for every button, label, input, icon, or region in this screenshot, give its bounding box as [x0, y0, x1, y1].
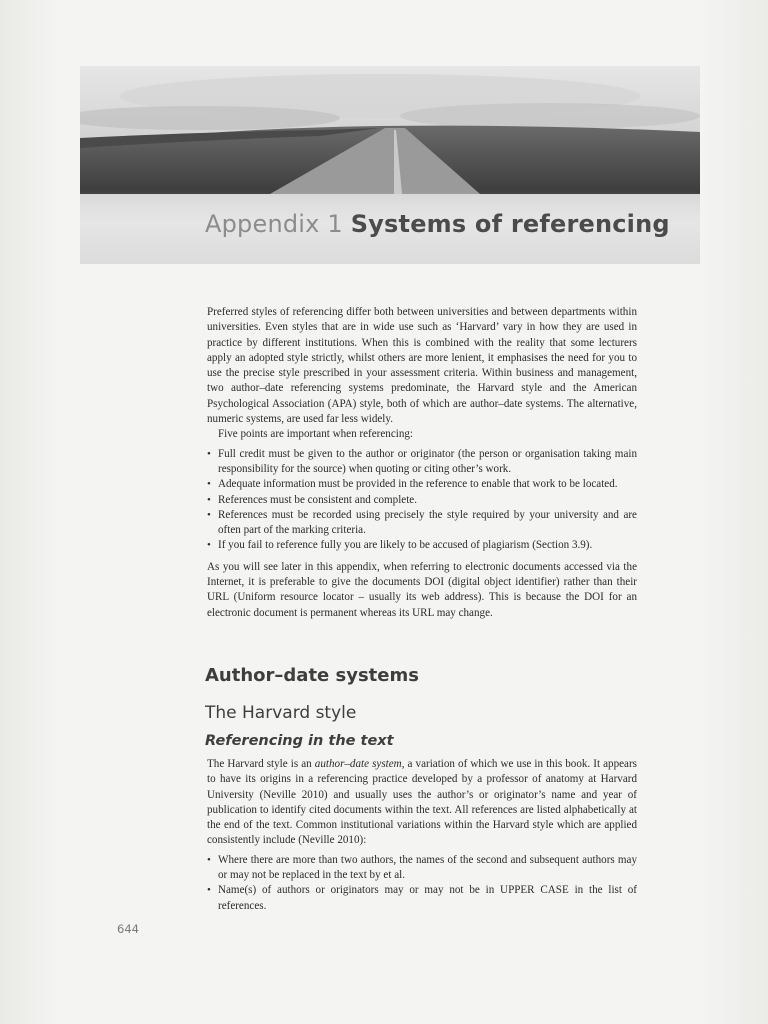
list-item: • References must be consistent and complete. [207, 493, 637, 508]
list-item: • If you fail to reference fully you are likely to be accused of plagiarism (Section 3.9). [207, 538, 637, 553]
list-item: • Name(s) of authors or originators may or may not be in UPPER CASE in the list of references. [207, 883, 637, 914]
subsubsection-heading: Referencing in the text [205, 733, 394, 749]
title-lead: Appendix 1 [205, 210, 343, 238]
list-item: • Adequate information must be provided in the reference to enable that work to be located. [207, 477, 637, 492]
list-item: • Where there are more than two authors, the names of the second and subsequent authors may or may not be replaced in the text by et al. [207, 853, 637, 884]
variations-list [207, 853, 637, 914]
doi-paragraph: As you will see later in this appendix, when referring to electronic documents accessed via the Internet, it is preferable to give the documents DOI (digital object identifier) rather than their URL (Uniform resource locator – usually its web address). This is because the DOI for an electronic document is permanent whereas its URL may change. [207, 560, 637, 619]
intro-paragraph: Preferred styles of referencing differ both between universities and between departments within universities. Even styles that are in wide use such as ‘Harvard’ vary in how they are used in practice by different institutions. When this is combined with the reality that some lecturers apply an adopted style strictly, whilst others are more lenient, it emphasises the need for you to use the precise style prescribed in your assessment criteria. Within business and management, two author–date referencing systems predominate, the Harvard style and the American Psychological Association (APA) style, both of which are author–date systems. The alternative, numeric systems, are used far less widely. [207, 306, 637, 426]
harvard-text-start: The Harvard style is an [207, 758, 315, 770]
subsection-heading: The Harvard style [205, 703, 357, 723]
harvard-block [207, 757, 637, 914]
harvard-term: author–date system [314, 758, 402, 770]
list-item: • References must be recorded using precisely the style required by your university and are often part of the marking criteria. [207, 508, 637, 539]
intro-block [207, 305, 637, 621]
list-item: • Full credit must be given to the author or originator (the person or organisation taking main responsibility for the source) when quoting or citing other’s work. [207, 447, 637, 478]
harvard-paragraph [207, 757, 637, 849]
section-heading: Author–date systems [205, 665, 419, 686]
harvard-text-rest: , a variation of which we use in this book. It appears to have its origins in a referencing practice developed by a professor of anatomy at Harvard University (Neville 2010) and usually uses the author’s or originator’s name and year of publication to identify cited documents within the text. All references are listed alphabetically at the end of the text. Common institutional variations within the Harvard style which are applied consistently include (Neville 2010): [207, 758, 637, 847]
title-rest: Systems of referencing [350, 210, 670, 238]
points-list [207, 447, 637, 554]
page-number: 644 [117, 922, 139, 936]
points-intro: Five points are important when referencing: [218, 428, 414, 441]
page-title [205, 210, 670, 238]
